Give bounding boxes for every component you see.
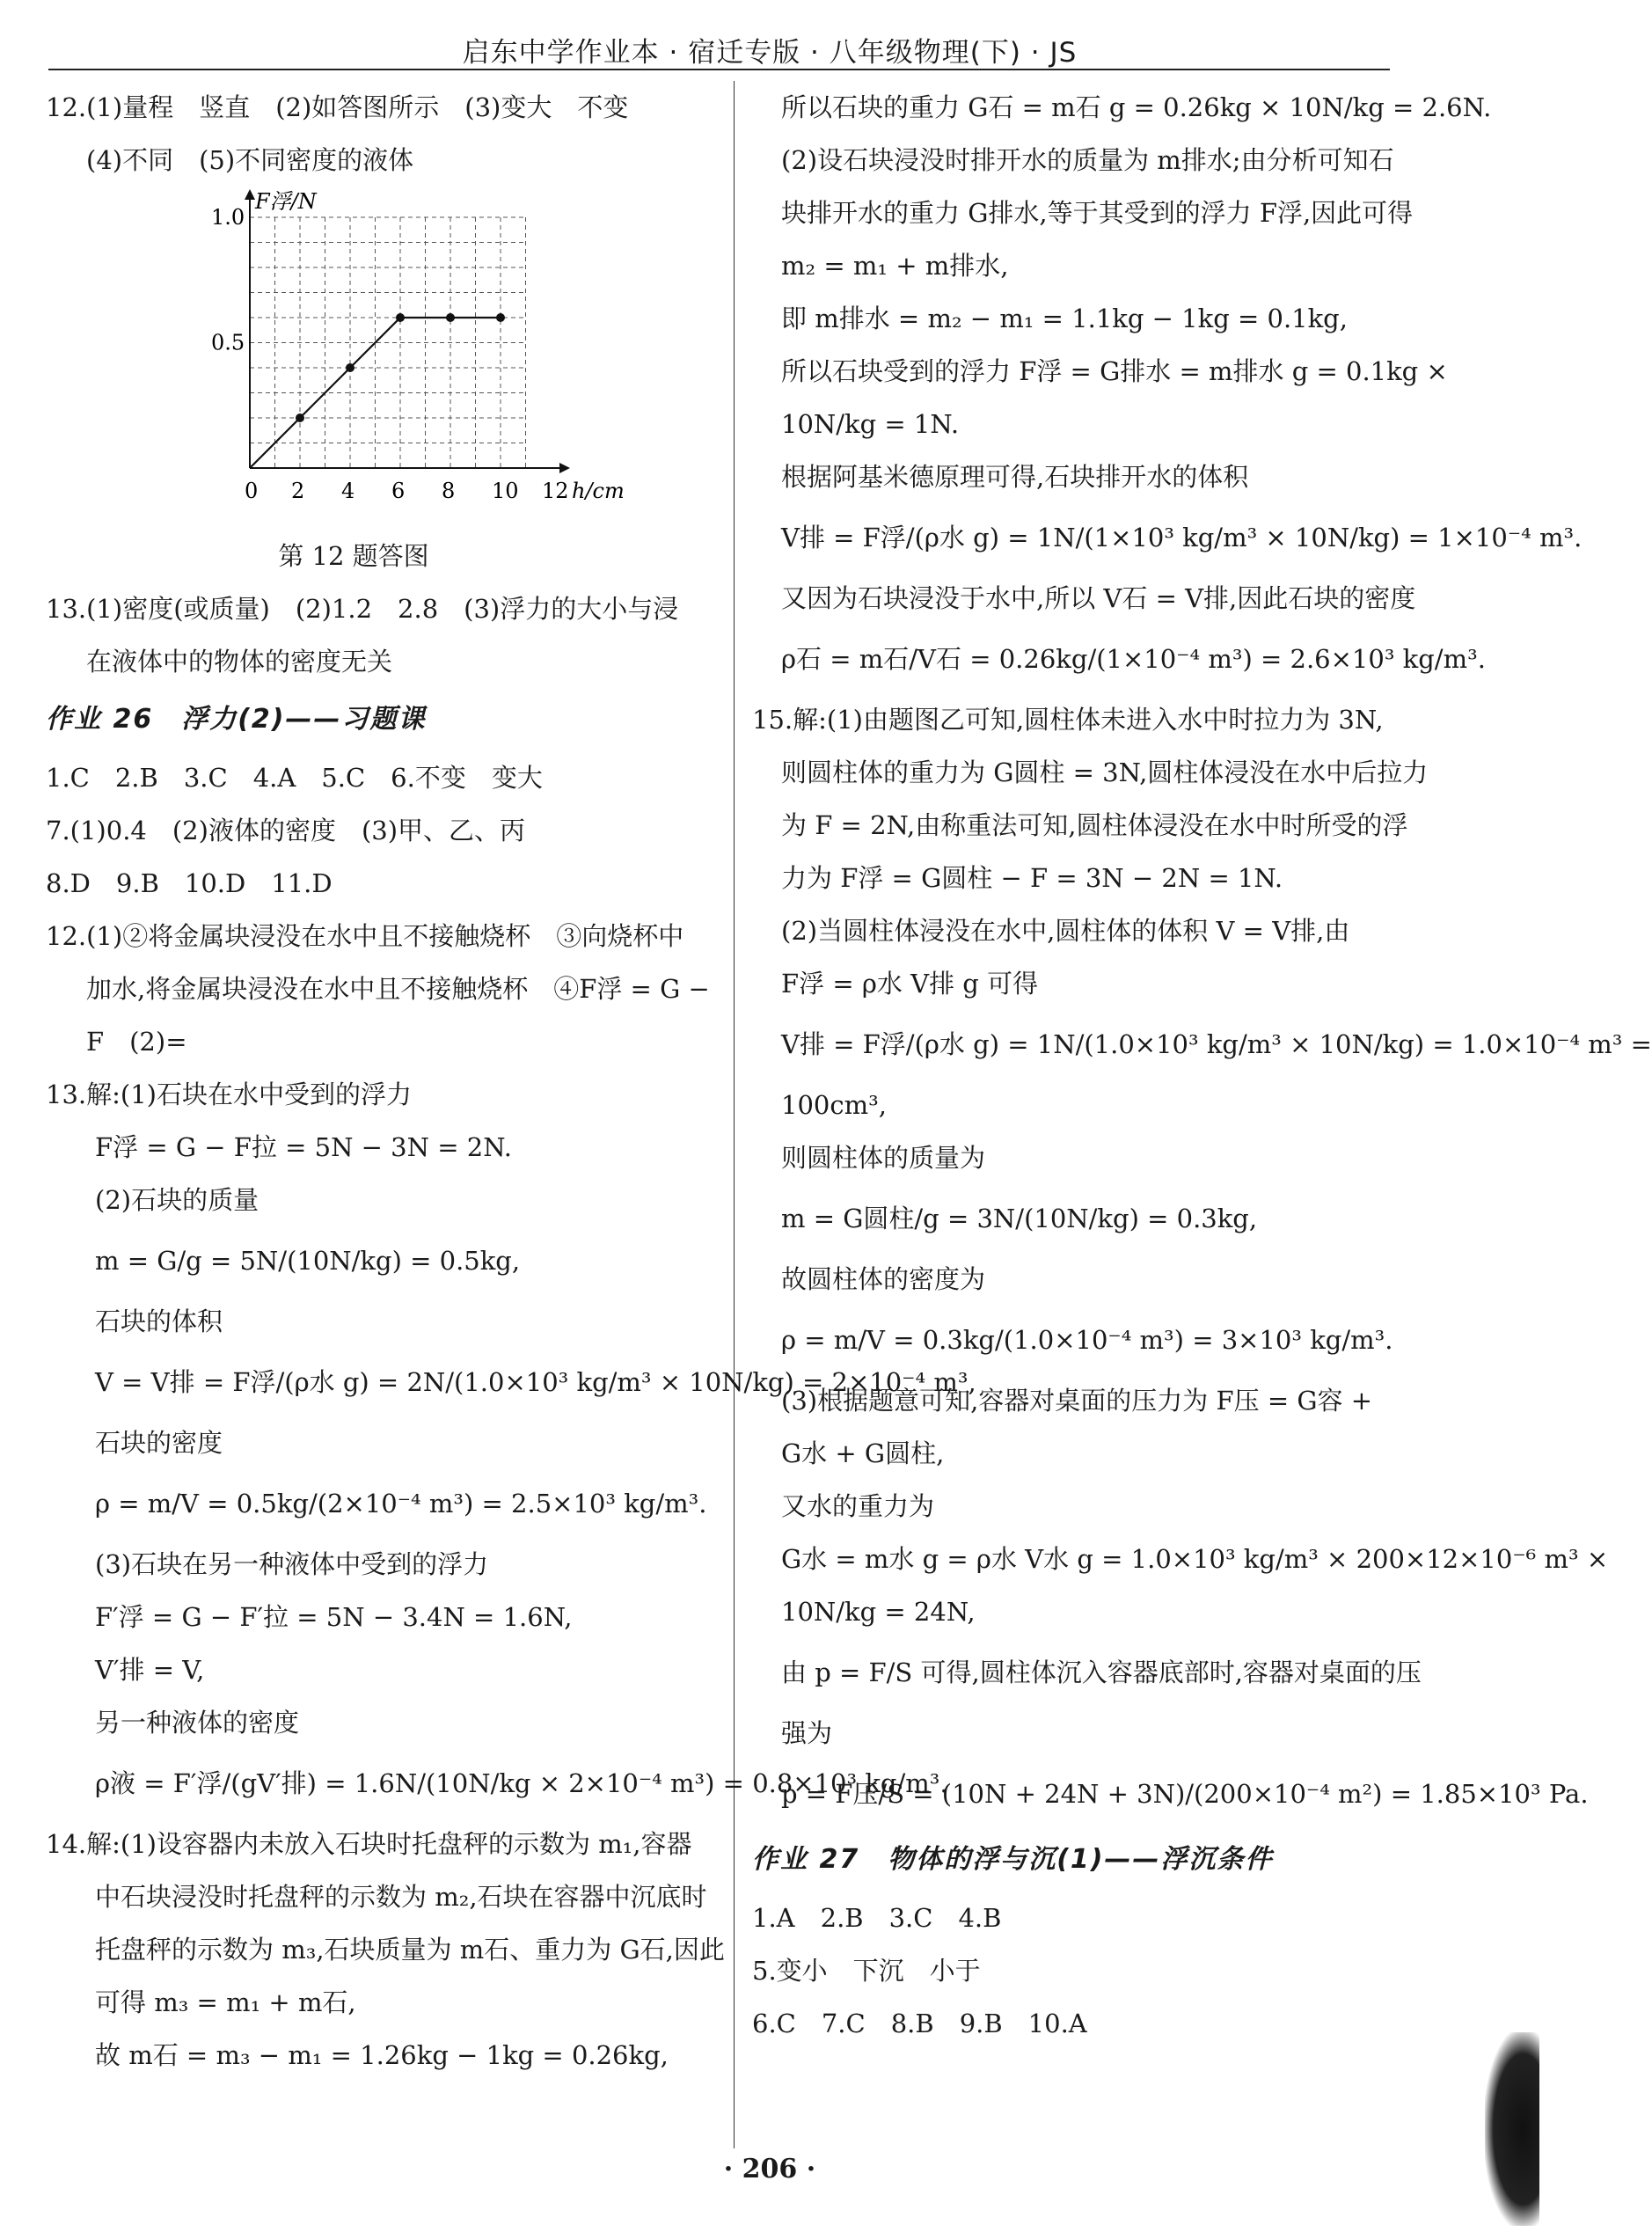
data-point [296, 413, 304, 422]
answer-line: 所以石块受到的浮力 F浮 = G排水 = m排水 g = 0.1kg × [781, 356, 1448, 386]
x-tick-label: 2 [291, 479, 305, 503]
answer-line: 石块的密度 [95, 1428, 223, 1458]
page-number: · 206 · [723, 2154, 816, 2184]
formula-line: ρ液 = F′浮/(gV′排) = 1.6N/(10N/kg × 2×10⁻⁴ m³) = 0.8×10³ kg/m³. [95, 1768, 948, 1798]
answer-line: 12.(1)②将金属块浸没在水中且不接触烧杯 ③向烧杯中 [46, 921, 684, 951]
answer-line: 可得 m₃ = m₁ + m石, [95, 1987, 356, 2017]
answer-line: 在液体中的物体的密度无关 [86, 647, 393, 677]
formula-line: V = V排 = F浮/(ρ水 g) = 2N/(1.0×10³ kg/m³ × 10N/kg) = 2×10⁻⁴ m³, [95, 1367, 976, 1397]
answer-line: 13.解:(1)石块在水中受到的浮力 [46, 1079, 412, 1109]
answer-line: 10N/kg = 24N, [781, 1597, 976, 1627]
formula-line: m = G/g = 5N/(10N/kg) = 0.5kg, [95, 1246, 521, 1276]
column-divider [734, 81, 735, 2148]
answer-line: 中石块浸没时托盘秤的示数为 m₂,石块在容器中沉底时 [95, 1882, 707, 1912]
x-tick-label: 4 [341, 479, 355, 503]
chart-caption: 第 12 题答图 [278, 541, 429, 571]
formula-line: V排 = F浮/(ρ水 g) = 1N/(1×10³ kg/m³ × 10N/kg) = 1×10⁻⁴ m³. [781, 523, 1583, 553]
answer-line: 力为 F浮 = G圆柱 − F = 3N − 2N = 1N. [781, 863, 1283, 893]
chart-svg [178, 187, 625, 530]
answer-line: 则圆柱体的质量为 [781, 1143, 986, 1173]
answer-line: G水 = m水 g = ρ水 V水 g = 1.0×10³ kg/m³ × 200×12×10⁻⁶ m³ × [781, 1544, 1609, 1574]
answer-line: 7.(1)0.4 (2)液体的密度 (3)甲、乙、丙 [46, 816, 526, 845]
answer-line: 则圆柱体的重力为 G圆柱 = 3N,圆柱体浸没在水中后拉力 [781, 757, 1429, 787]
x-axis-arrow [559, 463, 570, 473]
answer-line: 石块的体积 [95, 1306, 223, 1336]
section-heading-27: 作业 27 物体的浮与沉(1)——浮沉条件 [752, 1844, 1274, 1875]
answer-line: 加水,将金属块浸没在水中且不接触烧杯 ④F浮 = G − [86, 974, 710, 1004]
answer-line: F浮 = ρ水 V排 g 可得 [781, 969, 1039, 999]
formula-line: ρ = m/V = 0.3kg/(1.0×10⁻⁴ m³) = 3×10³ kg/m³. [781, 1325, 1393, 1355]
answer-line: 5.变小 下沉 小于 [752, 1956, 981, 1986]
answer-line: 又水的重力为 [781, 1491, 935, 1521]
answer-line: 13.(1)密度(或质量) (2)1.2 2.8 (3)浮力的大小与浸 [46, 594, 679, 624]
answer-line: 1.A 2.B 3.C 4.B [752, 1903, 1002, 1933]
answer-line: 为 F = 2N,由称重法可知,圆柱体浸没在水中时所受的浮 [781, 810, 1408, 840]
answer-line: F (2)= [86, 1027, 187, 1057]
formula-line: ρ = m/V = 0.5kg/(2×10⁻⁴ m³) = 2.5×10³ kg/m³. [95, 1489, 707, 1518]
answer-line: 托盘秤的示数为 m₃,石块质量为 m石、重力为 G石,因此 [95, 1935, 725, 1965]
answer-line: 所以石块的重力 G石 = m石 g = 0.26kg × 10N/kg = 2.6N. [781, 92, 1492, 122]
ink-smudge [1485, 2032, 1539, 2226]
x-tick-label: 8 [442, 479, 456, 503]
answer-line: 故圆柱体的密度为 [781, 1264, 986, 1294]
formula-line: 由 p = F/S 可得,圆柱体沉入容器底部时,容器对桌面的压 [781, 1658, 1422, 1687]
right-column [752, 81, 1652, 2050]
answer-line: 6.C 7.C 8.B 9.B 10.A [752, 2009, 1087, 2038]
page-header-title: 启东中学作业本 · 宿迁专版 · 八年级物理(下) · JS [462, 37, 1078, 69]
answer-line: 另一种液体的密度 [95, 1708, 300, 1738]
answer-line: V′排 = V, [95, 1655, 205, 1685]
answer-line: 10N/kg = 1N. [781, 409, 960, 439]
answer-line: 100cm³, [781, 1090, 887, 1120]
x-tick-label: 10 [492, 479, 519, 503]
formula-line: V排 = F浮/(ρ水 g) = 1N/(1.0×10³ kg/m³ × 10N/kg) = 1.0×10⁻⁴ m³ = [781, 1029, 1652, 1059]
answer-line: 又因为石块浸没于水中,所以 V石 = V排,因此石块的密度 [781, 583, 1416, 613]
answer-line: 8.D 9.B 10.D 11.D [46, 868, 333, 898]
answer-line: 强为 [781, 1718, 833, 1748]
answer-line: 14.解:(1)设容器内未放入石块时托盘秤的示数为 m₁,容器 [46, 1829, 692, 1859]
answer-line: (2)设石块浸没时排开水的质量为 m排水;由分析可知石 [781, 145, 1394, 175]
formula-line: p = F压/S = (10N + 24N + 3N)/(200×10⁻⁴ m²) = 1.85×10³ Pa. [781, 1779, 1589, 1809]
answer-line: 12.(1)量程 竖直 (2)如答图所示 (3)变大 不变 [46, 92, 629, 122]
x-axis-label: h/cm [572, 479, 625, 503]
formula-line: m = G圆柱/g = 3N/(10N/kg) = 0.3kg, [781, 1204, 1258, 1233]
answer-line: (2)当圆柱体浸没在水中,圆柱体的体积 V = V排,由 [781, 916, 1350, 946]
answer-line: (2)石块的质量 [95, 1185, 259, 1215]
data-point [496, 313, 505, 322]
y-tick-label: 0.5 [211, 330, 245, 355]
answer-line: m₂ = m₁ + m排水, [781, 251, 1009, 281]
section-heading-26: 作业 26 浮力(2)——习题课 [46, 704, 427, 735]
answer-line: 15.解:(1)由题图乙可知,圆柱体未进入水中时拉力为 3N, [752, 705, 1384, 735]
answer-line: 即 m排水 = m₂ − m₁ = 1.1kg − 1kg = 0.1kg, [781, 304, 1348, 333]
buoyancy-chart [46, 187, 714, 530]
answer-line: F′浮 = G − F′拉 = 5N − 3.4N = 1.6N, [95, 1602, 573, 1632]
answer-line: 1.C 2.B 3.C 4.A 5.C 6.不变 变大 [46, 763, 543, 793]
data-point [396, 313, 405, 322]
x-tick-label: 0 [245, 479, 259, 503]
answer-line: (4)不同 (5)不同密度的液体 [86, 145, 414, 175]
y-axis-label: F浮/N [255, 189, 317, 214]
x-tick-label: 12 [542, 479, 569, 503]
x-tick-label: 6 [391, 479, 406, 503]
answer-line: 根据阿基米德原理可得,石块排开水的体积 [781, 462, 1249, 492]
answer-line: G水 + G圆柱, [781, 1438, 945, 1468]
y-tick-label: 1.0 [211, 205, 245, 230]
answer-line: (3)根据题意可知,容器对桌面的压力为 F压 = G容 + [781, 1386, 1373, 1416]
answer-line: 块排开水的重力 G排水,等于其受到的浮力 F浮,因此可得 [781, 198, 1414, 228]
answer-line: 故 m石 = m₃ − m₁ = 1.26kg − 1kg = 0.26kg, [95, 2040, 669, 2070]
answer-line: F浮 = G − F拉 = 5N − 3N = 2N. [95, 1132, 512, 1162]
data-point [446, 313, 455, 322]
formula-line: ρ石 = m石/V石 = 0.26kg/(1×10⁻⁴ m³) = 2.6×10³ kg/m³. [781, 644, 1486, 674]
y-axis-arrow [245, 189, 255, 200]
answer-line: (3)石块在另一种液体中受到的浮力 [95, 1549, 489, 1579]
header-divider [48, 69, 1390, 70]
data-point [346, 363, 355, 372]
